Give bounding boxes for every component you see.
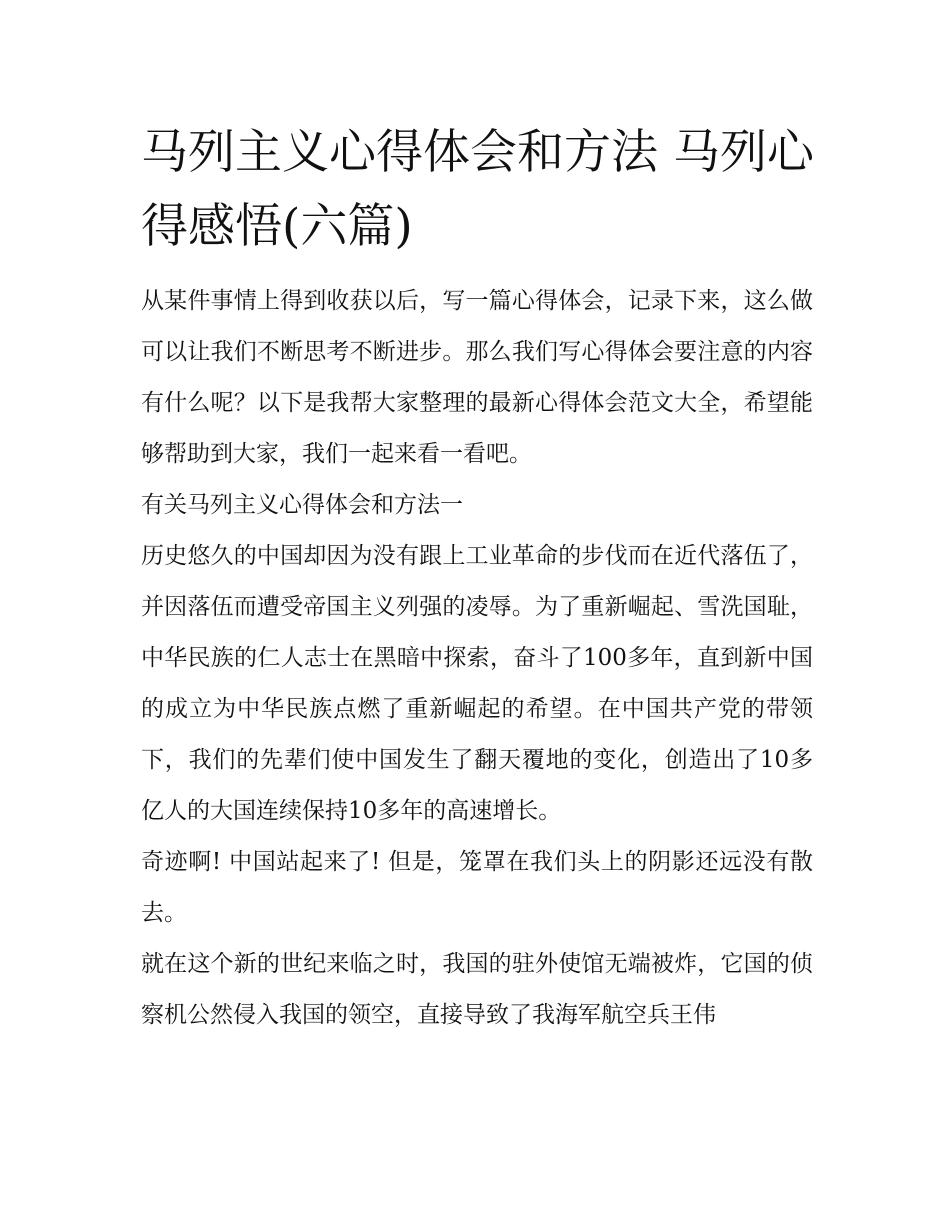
intro-paragraph: 从某件事情上得到收获以后，写一篇心得体会，记录下来，这么做可以让我们不断思考不断进步。那么我们写心得体会要注意的内容有什么呢？以下是我帮大家整理的最新心得体会范文大全，希望能够帮助到大家，我们一起来看一看吧。 [141,288,813,467]
document-title: 马列主义心得体会和方法 马列心得感悟(六篇) [141,125,814,254]
history-paragraph: 历史悠久的中国却因为没有跟上工业革命的步伐而在近代落伍了，并因落伍而遭受帝国主义列强的凌辱。为了重新崛起、雪洗国耻，中华民族的仁人志士在黑暗中探索，奋斗了100多年，直到新中国的成立为中华民族点燃了重新崛起的希望。在中国共产党的带领下，我们的先辈们使中国发生了翻天覆地的变化，创造出了10多亿人的大国连续保持10多年的高速增长。 [141,543,813,824]
section-heading: 有关马列主义心得体会和方法一 [141,492,463,518]
new-century-paragraph: 就在这个新的世纪来临之时，我国的驻外使馆无端被炸，它国的侦察机公然侵入我国的领空，直接导致了我海军航空兵王伟 [141,951,813,1028]
miracle-paragraph: 奇迹啊! 中国站起来了! 但是，笼罩在我们头上的阴影还远没有散去。 [141,849,813,926]
document-body [141,276,813,1041]
